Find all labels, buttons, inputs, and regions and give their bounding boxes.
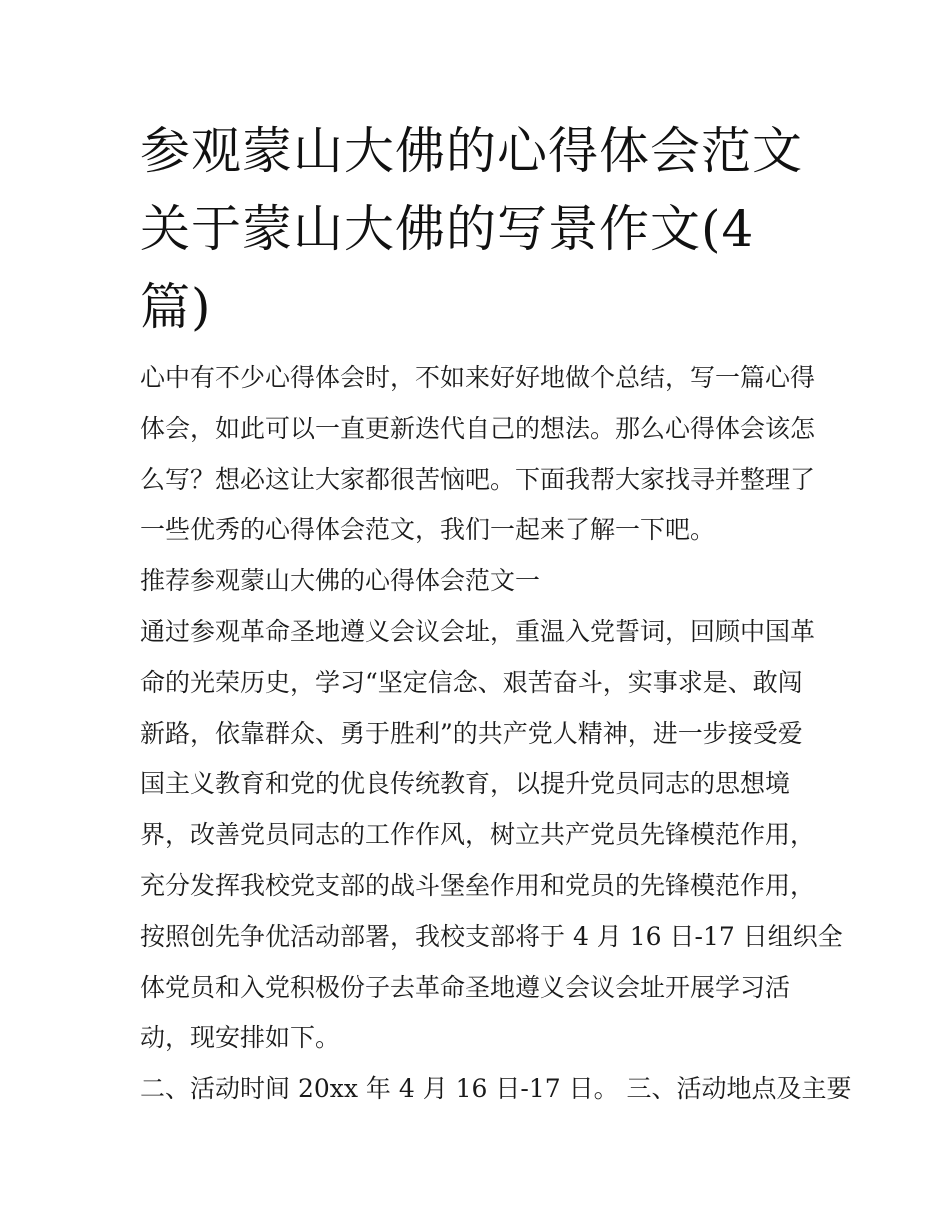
intro-line: 体会，如此可以一直更新迭代自己的想法。那么心得体会该怎	[140, 413, 816, 443]
section-paragraph	[140, 607, 843, 1064]
section-line: 界，改善党员同志的工作作风，树立共产党员先锋模范作用，	[140, 820, 816, 850]
section-line: 通过参观革命圣地遵义会议会址，重温入党誓词，回顾中国革	[140, 616, 816, 646]
title-line: 关于蒙山大佛的写景作文(4	[140, 200, 755, 258]
intro-paragraph	[140, 353, 820, 556]
section-line: 新路，依靠群众、勇于胜利”的共产党人精神，进一步接受爱	[140, 718, 803, 748]
section-line: 按照创先争优活动部署，我校支部将于 4 月 16 日-17 日组织全	[140, 921, 843, 951]
title-line: 参观蒙山大佛的心得体会范文	[140, 122, 803, 180]
title-line: 篇)	[140, 278, 212, 336]
document-title	[140, 112, 820, 346]
section-line: 动，现安排如下。	[140, 1023, 341, 1053]
intro-line: 心中有不少心得体会时，不如来好好地做个总结，写一篇心得	[140, 363, 816, 392]
document-body	[140, 353, 852, 1115]
intro-line: 一些优秀的心得体会范文，我们一起来了解一下吧。	[140, 515, 716, 545]
final-line: 二、活动时间 20xx 年 4 月 16 日-17 日。 三、活动地点及主要	[140, 1074, 852, 1104]
section-line: 国主义教育和党的优良传统教育，以提升党员同志的思想境	[140, 769, 791, 799]
intro-line: 么写？想必这让大家都很苦恼吧。下面我帮大家找寻并整理了	[140, 464, 816, 494]
section-heading: 推荐参观蒙山大佛的心得体会范文一	[140, 566, 541, 596]
section-line: 命的光荣历史，学习“坚定信念、艰苦奋斗，实事求是、敢闯	[140, 667, 803, 697]
section-line: 充分发挥我校党支部的战斗堡垒作用和党员的先锋模范作用，	[140, 870, 816, 900]
section-line: 体党员和入党积极份子去革命圣地遵义会议会址开展学习活	[140, 972, 791, 1002]
